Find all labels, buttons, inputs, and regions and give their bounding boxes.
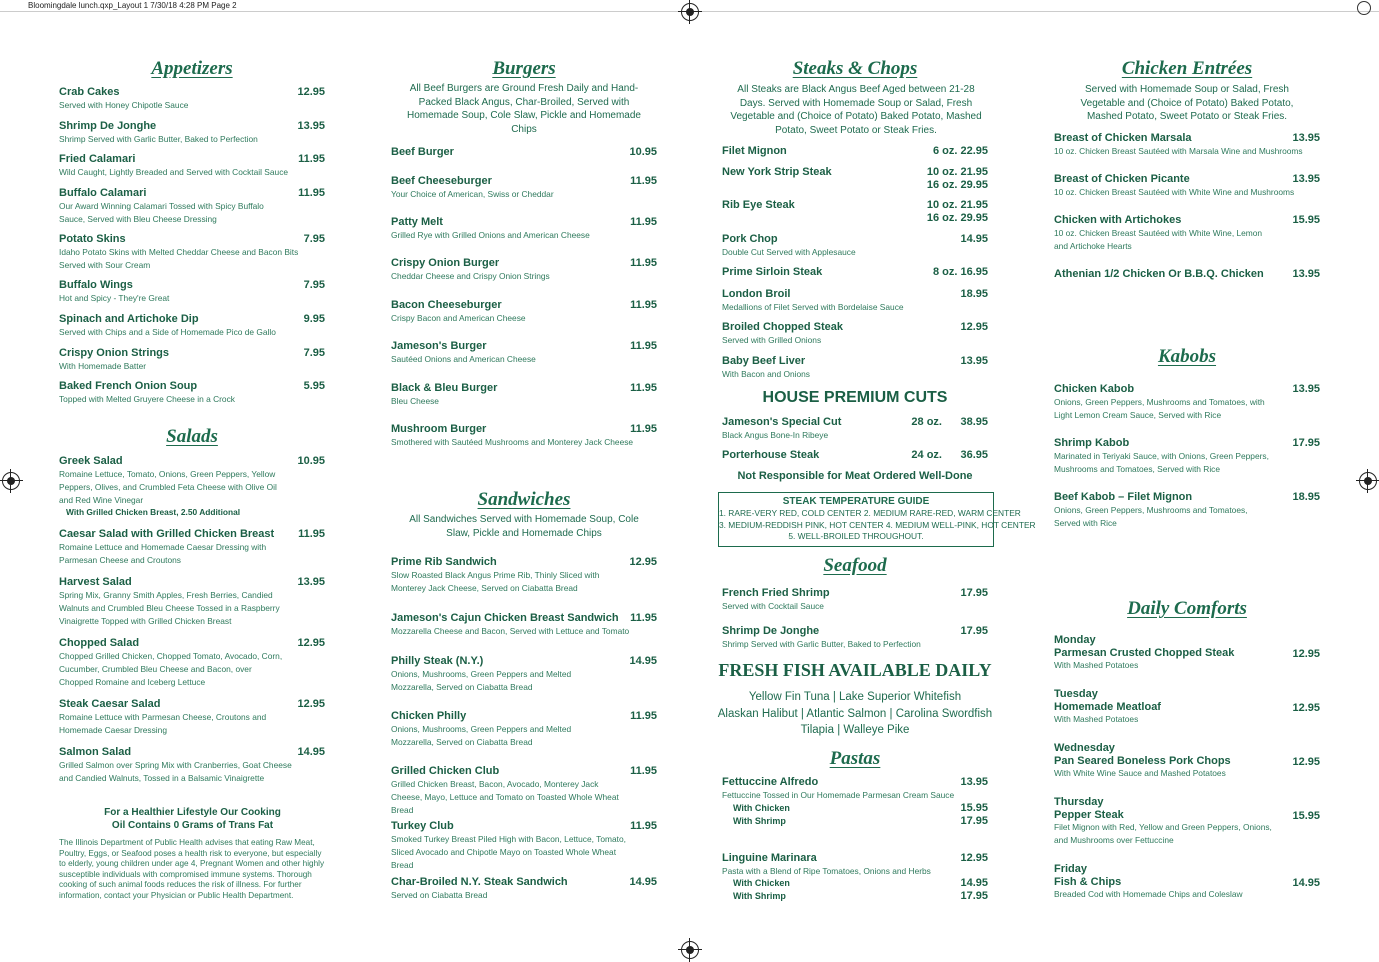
menu-item: Steak Caesar Salad Romaine Lettuce with Parmesan Cheese, Croutons and Homemade Caesar Dressing 12.95 <box>59 698 325 735</box>
menu-item: Prime Rib Sandwich Slow Roasted Black Angus Prime Rib, Thinly Sliced with Monterey Jack Cheese, Served on Ciabatta Bread 12.95 <box>391 556 657 593</box>
menu-item: Beef Cheeseburger Your Choice of American, Swiss or Cheddar 11.95 <box>391 175 657 199</box>
menu-item: French Fried Shrimp Served with Cocktail Sauce 17.95 <box>722 587 988 611</box>
menu-item: Fettuccine Alfredo Fettuccine Tossed in Our Homemade Parmesan Cream Sauce 13.95 <box>722 776 988 800</box>
menu-item: Baked French Onion Soup Topped with Melted Gruyere Cheese in a Crock 5.95 <box>59 380 325 404</box>
menu-item: Chicken Philly Onions, Mushrooms, Green Peppers and Melted Mozzarella, Served on Ciabatta Bread 11.95 <box>391 710 657 747</box>
seafood-title: Seafood <box>823 555 887 576</box>
menu-item: Grilled Chicken Club Grilled Chicken Breast, Bacon, Avocado, Monterey Jack Cheese, Mayo, Lettuce and Tomato on Toasted Whole Wheat Bread 11.95 <box>391 765 657 815</box>
menu-item: Prime Sirloin Steak 8 oz. 16.95 <box>722 266 988 278</box>
pasta-option-price: 17.95 <box>960 890 988 902</box>
salads-title: Salads <box>166 426 218 447</box>
chicken-intro: Served with Homemade Soup or Salad, Fresh Vegetable and (Choice of Potato) Baked Potato, Mashed Potato, Sweet Potato or Steak Fries. <box>1080 84 1294 122</box>
menu-item: Philly Steak (N.Y.) Onions, Mushrooms, Green Peppers and Melted Mozzarella, Served on Ciabatta Bread 14.95 <box>391 655 657 692</box>
menu-item: Chicken Kabob Onions, Green Peppers, Mushrooms and Tomatoes, with Light Lemon Cream Sauce, Served with Rice 13.95 <box>1054 383 1320 420</box>
kabobs-title: Kabobs <box>1157 346 1217 367</box>
menu-item: Crab Cakes Served with Honey Chipotle Sauce 12.95 <box>59 86 325 110</box>
menu-item: Turkey Club Smoked Turkey Breast Piled High with Bacon, Lettuce, Tomato, Sliced Avocado and Chipotle Mayo on Toasted Whole Wheat Bread 11.95 <box>391 820 657 870</box>
menu-item: Friday Fish & Chips Breaded Cod with Homemade Chips and Coleslaw 14.95 <box>1054 863 1320 899</box>
corner-mark-icon <box>1357 1 1371 15</box>
premium-cuts-title: HOUSE PREMIUM CUTS <box>762 389 948 406</box>
menu-item: Caesar Salad with Grilled Chicken Breast Romaine Lettuce and Homemade Caesar Dressing with Parmesan Cheese and Croutons 11.95 <box>59 528 325 565</box>
steaks-intro: All Steaks are Black Angus Beef Aged between 21-28 Days. Served with Homemade Soup or Salad, Fresh Vegetable and (Choice of Potato) Baked Potato, Mashed Potato, Sweet Potato or Steak Fries. <box>730 84 982 136</box>
sandwiches-title: Sandwiches <box>477 489 571 510</box>
menu-item: Breast of Chicken Marsala 10 oz. Chicken Breast Sautéed with Marsala Wine and Mushrooms 13.95 <box>1054 132 1320 156</box>
guide-line: 3. MEDIUM-REDDISH PINK, HOT CENTER 4. MEDIUM WELL-PINK, HOT CENTER <box>719 519 1036 530</box>
menu-item: Shrimp Kabob Marinated in Teriyaki Sauce, with Onions, Green Peppers, Mushrooms and Tomatoes, Served with Rice 17.95 <box>1054 437 1320 474</box>
registration-mark-left <box>2 472 20 490</box>
menu-item: Wednesday Pan Seared Boneless Pork Chops With White Wine Sauce and Mashed Potatoes 12.95 <box>1054 742 1320 778</box>
menu-item: Jameson's Burger Sautéed Onions and American Cheese 11.95 <box>391 340 657 364</box>
menu-item: Rib Eye Steak 10 oz. 21.95 16 oz. 29.95 <box>722 199 988 224</box>
menu-item: Monday Parmesan Crusted Chopped Steak With Mashed Potatoes 12.95 <box>1054 634 1320 670</box>
health-notice: The Illinois Department of Public Health advises that eating Raw Meat, Poultry, Eggs, or Seafood poses a health risk to everyone, but especially to elderly, young children under age 4, Pregnant Women and other highly susceptible individuals with compromised immune systems. Thorough cooking of such animal foods reduces the risk of illness. For further information, contact your Physician or Public Health Department. <box>59 838 325 900</box>
menu-item: Porterhouse Steak 24 oz. 36.95 <box>722 449 988 461</box>
menu-item: Crispy Onion Strings With Homemade Batter 7.95 <box>59 347 325 371</box>
menu-item: London Broil Medallions of Filet Served with Bordelaise Sauce 18.95 <box>722 288 988 312</box>
fish-line: Tilapia | Walleye Pike <box>800 724 910 736</box>
fresh-fish-list <box>712 689 998 739</box>
menu-item: Shrimp De Jonghe Shrimp Served with Garlic Butter, Baked to Perfection 17.95 <box>722 625 988 649</box>
pastas-title: Pastas <box>829 748 881 769</box>
steak-temperature-guide <box>718 492 1036 547</box>
health-heading: For a Healthier Lifestyle Our Cooking Oil Contains 0 Grams of Trans Fat <box>104 807 281 831</box>
fish-line: Alaskan Halibut | Atlantic Salmon | Carolina Swordfish <box>717 707 993 720</box>
fish-line: Yellow Fin Tuna | Lake Superior Whitefish <box>748 691 962 703</box>
menu-item: Bacon Cheeseburger Crispy Bacon and American Cheese 11.95 <box>391 299 657 323</box>
menu-item: Jameson's Cajun Chicken Breast Sandwich Mozzarella Cheese and Bacon, Served with Lettuce and Tomato 11.95 <box>391 612 657 636</box>
chicken-title: Chicken Entrées <box>1121 58 1253 79</box>
menu-item: Athenian 1/2 Chicken Or B.B.Q. Chicken 13.95 <box>1054 268 1320 280</box>
menu-item: Chicken with Artichokes 10 oz. Chicken Breast Sautéed with White Wine, Lemon and Artichoke Hearts 15.95 <box>1054 214 1320 251</box>
guide-line: 5. WELL-BROILED THROUGHOUT. <box>788 531 924 542</box>
pasta-option: With Shrimp <box>733 891 786 901</box>
menu-item: Harvest Salad Spring Mix, Granny Smith Apples, Fresh Berries, Candied Walnuts and Crumbled Bleu Cheese Tossed in a Raspberry Vinaigrette Topped with Grilled Chicken Breast 13.95 <box>59 576 325 626</box>
pasta-option-price: 17.95 <box>960 815 988 827</box>
menu-item: Greek Salad Romaine Lettuce, Tomato, Onions, Green Peppers, Yellow Peppers, Olives, and Crumbled Feta Cheese with Olive Oil and Red Wine Vinegar With Grilled Chicken Breast, 2.50 Additional 10.95 <box>59 455 325 518</box>
menu-item: Patty Melt Grilled Rye with Grilled Onions and American Cheese 11.95 <box>391 216 657 240</box>
menu-item: Buffalo Wings Hot and Spicy - They're Great 7.95 <box>59 279 325 303</box>
comforts-title: Daily Comforts <box>1127 598 1247 619</box>
menu-item: New York Strip Steak 10 oz. 21.95 16 oz. 29.95 <box>722 166 988 191</box>
menu-item: Jameson's Special Cut Black Angus Bone-In Ribeye 28 oz. 38.95 <box>722 416 988 440</box>
menu-item: Black & Bleu Burger Bleu Cheese 11.95 <box>391 382 657 406</box>
burgers-title: Burgers <box>492 58 556 79</box>
menu-item: Fried Calamari Wild Caught, Lightly Breaded and Served with Cocktail Sauce 11.95 <box>59 153 325 177</box>
appetizers-title: Appetizers <box>151 58 233 79</box>
menu-item: Potato Skins Idaho Potato Skins with Melted Cheddar Cheese and Bacon Bits Served with Sour Cream 7.95 <box>59 233 325 270</box>
menu-item: Salmon Salad Grilled Salmon over Spring Mix with Cranberries, Goat Cheese and Candied Walnuts, Tossed in a Balsamic Vinaigrette 14.95 <box>59 746 325 783</box>
pasta-option-price: 14.95 <box>960 877 988 889</box>
menu-item: Shrimp De Jonghe Shrimp Served with Garlic Butter, Baked to Perfection 13.95 <box>59 120 325 144</box>
menu-item: Thursday Pepper Steak Filet Mignon with Red, Yellow and Green Peppers, Onions, and Mushrooms over Fettuccine 15.95 <box>1054 796 1320 845</box>
guide-line: 1. RARE-VERY RED, COLD CENTER 2. MEDIUM RARE-RED, WARM CENTER <box>719 507 1021 518</box>
menu-item: Breast of Chicken Picante 10 oz. Chicken Breast Sautéed with White Wine and Mushrooms 13.95 <box>1054 173 1320 197</box>
registration-mark-top <box>681 3 699 21</box>
pasta-option: With Shrimp <box>733 816 786 826</box>
guide-title: STEAK TEMPERATURE GUIDE <box>782 496 930 507</box>
pasta-option: With Chicken <box>733 803 790 813</box>
menu-item: Buffalo Calamari Our Award Winning Calamari Tossed with Spicy Buffalo Sauce, Served with Bleu Cheese Dressing 11.95 <box>59 187 325 224</box>
registration-mark-right <box>1359 472 1377 490</box>
menu-item: Char-Broiled N.Y. Steak Sandwich Served on Ciabatta Bread 14.95 <box>391 876 657 900</box>
burgers-intro: All Beef Burgers are Ground Fresh Daily and Hand-Packed Black Angus, Char-Broiled, Served with Homemade Soup, Cole Slaw, Pickle and Homemade Chips <box>406 83 641 135</box>
menu-item: Mushroom Burger Smothered with Sautéed Mushrooms and Monterey Jack Cheese 11.95 <box>391 423 657 447</box>
menu-item: Chopped Salad Chopped Grilled Chicken, Chopped Tomato, Avocado, Corn, Cucumber, Crumbled Bleu Cheese and Bacon, over Chopped Romaine and Iceberg Lettuce 12.95 <box>59 637 325 687</box>
sandwiches-intro: All Sandwiches Served with Homemade Soup, Cole Slaw, Pickle and Homemade Chips <box>409 514 639 539</box>
menu-item: Crispy Onion Burger Cheddar Cheese and Crispy Onion Strings 11.95 <box>391 257 657 281</box>
registration-mark-bottom <box>681 941 699 959</box>
well-done-disclaimer: Not Responsible for Meat Ordered Well-Done <box>737 470 973 482</box>
menu-item: Broiled Chopped Steak Served with Grilled Onions 12.95 <box>722 321 988 345</box>
menu-item: Beef Kabob – Filet Mignon Onions, Green Peppers, Mushrooms and Tomatoes, Served with Rice 18.95 <box>1054 491 1320 528</box>
menu-item: Linguine Marinara Pasta with a Blend of Ripe Tomatoes, Onions and Herbs 12.95 <box>722 852 988 876</box>
pasta-option: With Chicken <box>733 878 790 888</box>
menu-item: Beef Burger 10.95 <box>391 146 657 158</box>
steaks-title: Steaks & Chops <box>792 58 918 79</box>
menu-item: Baby Beef Liver With Bacon and Onions 13.95 <box>722 355 988 379</box>
menu-item: Filet Mignon 6 oz. 22.95 <box>722 145 988 157</box>
menu-item: Pork Chop Double Cut Served with Applesauce 14.95 <box>722 233 988 257</box>
fresh-fish-title: FRESH FISH AVAILABLE DAILY <box>718 660 992 680</box>
crop-header: Bloomingdale lunch.qxp_Layout 1 7/30/18 4:28 PM Page 2 <box>28 1 237 10</box>
menu-item: Tuesday Homemade Meatloaf With Mashed Potatoes 12.95 <box>1054 688 1320 724</box>
menu-item: Spinach and Artichoke Dip Served with Chips and a Side of Homemade Pico de Gallo 9.95 <box>59 313 325 337</box>
pasta-option-price: 15.95 <box>960 802 988 814</box>
